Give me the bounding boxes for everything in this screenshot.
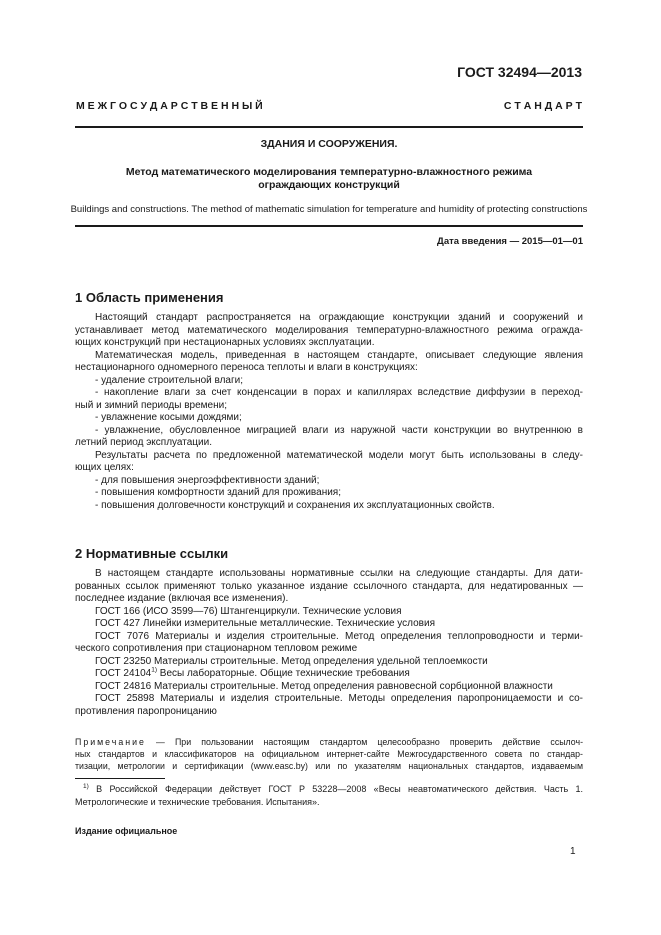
text-line: - повышения комфортности зданий для проживания; <box>95 487 341 498</box>
text-line: ющих конструкций при нестационарных условиях эксплуатации. <box>75 337 375 348</box>
note-label: Примечание <box>75 737 146 747</box>
text-line: ГОСТ 25898 Материалы и изделия строительные. Методы определения паропроницаемости и со- <box>95 693 583 704</box>
text-line: противления паропроницанию <box>75 705 217 717</box>
text-line: рованных ссылок применяют только указанное издание ссылочного стандарта, для недатированных — <box>75 580 583 592</box>
text-line: - повышения долговечности конструкций и сохранения их эксплуатационных свойств. <box>95 499 495 511</box>
section1-paragraphs <box>75 312 583 512</box>
document-subtitle <box>75 166 583 192</box>
standard-word: С Т А Н Д А Р Т <box>503 100 582 112</box>
text-line: В настоящем стандарте использованы нормативные ссылки на следующие стандарты. Для дати- <box>95 568 583 579</box>
subtitle-line: ограждающих конструкций <box>258 179 400 191</box>
note-text <box>75 736 583 772</box>
page-number: 1 <box>570 846 576 857</box>
footnote-line: В Российской Федерации действует ГОСТ Р 53228—2008 «Весы неавтоматического действия. Часть 1. <box>88 784 583 794</box>
note-line: — При пользовании настоящим стандартом целесообразно проверить действие ссылоч- <box>145 737 583 747</box>
section-heading: 2 Нормативные ссылки <box>75 546 229 561</box>
text-line: ГОСТ 24816 Материалы строительные. Метод определения равновесной сорбционной влажности <box>95 680 553 692</box>
text-line: ГОСТ 427 Линейки измерительные металлические. Технические условия <box>95 618 435 629</box>
text-line: Результаты расчета по предложенной математической модели могут быть использованы в следу- <box>95 449 583 461</box>
footnote-marker: 1) <box>83 783 89 790</box>
text-line: ческого сопротивления при стационарном тепловом режиме <box>75 643 358 654</box>
footnote-line: Метрологические и технические требования. Испытания». <box>75 796 320 807</box>
text-line: - накопление влаги за счет конденсации в порах и капиллярах вследствие диффузии в переход- <box>95 387 583 398</box>
document-title: ЗДАНИЯ И СООРУЖЕНИЯ. <box>260 138 398 150</box>
text-line: нестационарного одномерного переноса теплоты и влаги в конструкциях: <box>75 362 418 373</box>
text-line: ГОСТ 166 (ИСО 3599—76) Штангенциркули. Технические условия <box>95 605 402 617</box>
text-line: - для повышения энергоэффективности зданий; <box>95 474 320 486</box>
text-line: - увлажнение, обусловленное миграцией влаги из наружной части конструкции во внутреннюю в <box>95 424 583 436</box>
section-heading: 1 Область применения <box>75 290 224 305</box>
text-line: ГОСТ 24104$^{1)}$ Весы лабораторные. Общие технические требования <box>95 666 410 679</box>
text-line: - увлажнение косыми дождями; <box>95 412 242 423</box>
header-divider <box>75 126 583 128</box>
note-line: ных стандартов и классификаторов на официальном интернет-сайте Межгосударственного совета по стандар- <box>75 749 583 759</box>
text-line: ГОСТ 23250 Материалы строительные. Метод определения удельной теплоемкости <box>95 655 488 667</box>
introduction-date: Дата введения — 2015—01—01 <box>437 236 583 247</box>
note-line: тизации, метрологии и сертификации (www.easc.by) или по указателям национальных стандартов, издаваемым <box>75 761 583 771</box>
english-title: Buildings and constructions. The method of mathematic simulation for temperature and humidity of protecting constructions <box>70 204 588 215</box>
text-line: Настоящий стандарт распространяется на ограждающие конструкции зданий и сооружений и <box>95 312 583 323</box>
footnote-reference: 1) <box>151 666 157 674</box>
footnote <box>75 783 583 808</box>
official-edition-label: Издание официальное <box>75 826 178 836</box>
text-line: ГОСТ 7076 Материалы и изделия строительные. Метод определения теплопроводности и терми- <box>95 630 583 642</box>
title-divider <box>75 225 583 227</box>
footnote-divider <box>75 778 165 779</box>
text-line: летний период эксплуатации. <box>75 437 212 448</box>
text-line: - удаление строительной влаги; <box>95 374 243 386</box>
text-line: устанавливает метод математического моделирования температурно-влажностного режима огражда- <box>75 324 583 336</box>
text-line: ющих целях: <box>75 462 134 473</box>
text-line: ный и зимний периоды времени; <box>75 399 227 411</box>
section2-paragraphs <box>75 568 583 718</box>
text-line: Математическая модель, приведенная в настоящем стандарте, описывает следующие явления <box>95 349 583 361</box>
subtitle-line: Метод математического моделирования температурно-влажностного режима <box>125 166 533 178</box>
standard-number: ГОСТ 32494—2013 <box>457 64 582 80</box>
text-line: последнее издание (включая все изменения). <box>75 593 289 604</box>
interstate-standard-banner <box>76 100 582 112</box>
interstate-word: М Е Ж Г О С У Д А Р С Т В Е Н Н Ы Й <box>76 100 263 112</box>
